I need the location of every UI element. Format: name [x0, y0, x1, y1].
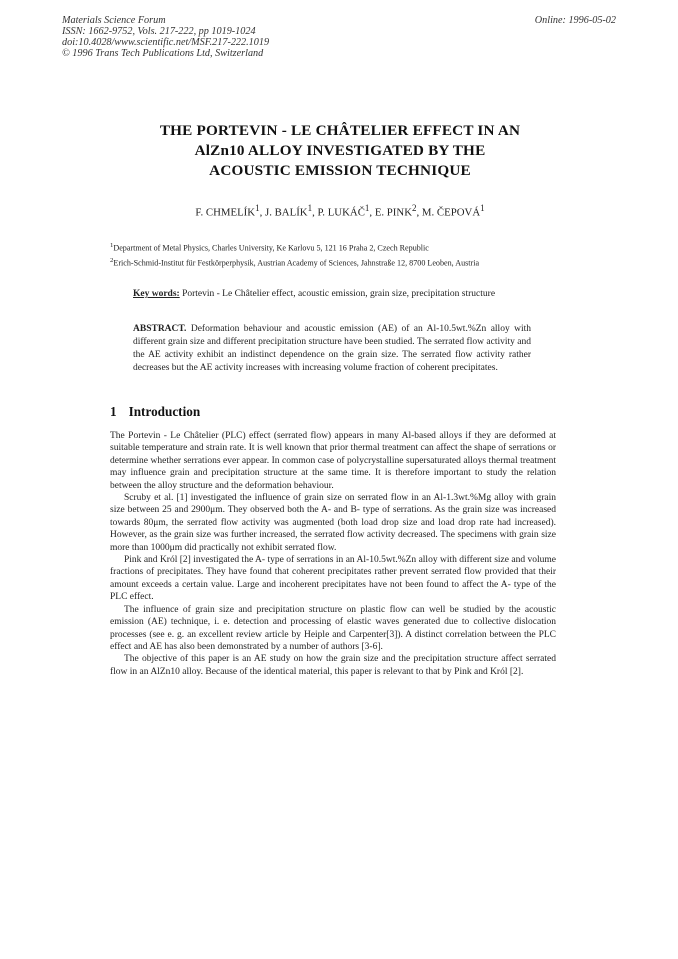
issn-line: ISSN: 1662-9752, Vols. 217-222, pp 1019-1024 [62, 26, 256, 37]
author-4-mark: 2 [412, 203, 417, 213]
paragraph: Scruby et al. [1] investigated the influence of grain size on serrated flow in an Al-1.3wt.%Mg alloy with grain size between 25 and 2900μm. They observed both the A- and B- type of serrations. As the grain size was increased towards 80μm, the serrated flow activity was augmented (both load drop size and load drop rate had increased). However, as the grain size was further increased, the serrated flow activity decreased. The specimens with grain size more than 1000μm did practically not exhibit serrated flow. [110, 493, 556, 553]
paragraph: The Portevin - Le Châtelier (PLC) effect (serrated flow) appears in many Al-based alloys if they are deformed at suitable temperature and strain rate. It is well known that prior thermal treatment can affect the shape of serrations or determine whether serrations ever appear. In common case of polycrystalline supersaturated alloys thermal treatment may influence grain and precipitation structure at the same time. It is therefore important to study the relation between the alloy structure and the deformation behaviour. [110, 431, 556, 491]
affiliations [110, 240, 560, 269]
author-list: F. CHMELÍK$^1$, J. BALÍK$^1$, P. LUKÁČ$^1$, E. PINK$^2$, M. ČEPOVÁ$^1$ [195, 203, 485, 219]
section-number: 1 [110, 404, 117, 419]
affiliation-1-text: Department of Metal Physics, Charles University, Ke Karlovu 5, 121 16 Praha 2, Czech Republic [113, 243, 429, 253]
author-5-mark: 1 [480, 203, 485, 213]
paragraph: The objective of this paper is an AE study on how the grain size and the precipitation structure affect serrated flow in an AlZn10 alloy. Because of the identical material, this paper is relevant to that by Pink and Król [2]. [110, 654, 556, 677]
affiliation-1-mark: 1 [110, 242, 114, 249]
title-line-2: AlZn10 ALLOY INVESTIGATED BY THE [194, 142, 486, 159]
affiliation-2-text: Erich-Schmid-Institut für Festkörperphysik, Austrian Academy of Sciences, Jahnstraße 12, 8700 Leoben, Austria [113, 258, 480, 268]
author-3: P. LUKÁČ [317, 206, 365, 219]
abstract-block [133, 323, 531, 375]
title-line-1: THE PORTEVIN - LE CHÂTELIER EFFECT IN AN [159, 122, 521, 139]
abstract-label: ABSTRACT. [133, 324, 187, 334]
keywords-block [133, 288, 531, 301]
author-3-mark: 1 [364, 203, 370, 213]
section-heading-introduction [110, 403, 200, 420]
introduction-body [110, 430, 556, 678]
keywords-label: Key words: [133, 289, 180, 299]
abstract-text: Deformation behaviour and acoustic emission (AE) of an Al-10.5wt.%Zn alloy with different grain size and different precipitation structure have been studied. The serrated flow activity and the AE activity exhibit an indistinct dependence on the grain size. The serrated flow activity rather decreases but the AE activity increases with increasing volume fraction of coherent precipitates. [133, 324, 531, 373]
author-2: J. BALÍK [265, 206, 308, 219]
journal-name: Materials Science Forum [62, 15, 166, 26]
journal-header [62, 15, 269, 59]
author-2-mark: 1 [307, 203, 313, 213]
online-date: Online: 1996-05-02 [534, 15, 616, 26]
doi-line: doi:10.4028/www.scientific.net/MSF.217-222.1019 [62, 37, 270, 48]
section-title: Introduction [128, 404, 201, 419]
author-1-mark: 1 [255, 203, 260, 213]
author-1: F. CHMELÍK [195, 206, 256, 219]
title-line-3: ACOUSTIC EMISSION TECHNIQUE [209, 162, 471, 179]
affiliation-2-mark: 2 [110, 256, 114, 264]
copyright-line: © 1996 Trans Tech Publications Ltd, Switzerland [62, 48, 264, 59]
paragraph: The influence of grain size and precipitation structure on plastic flow can well be studied by the acoustic emission (AE) technique, i. e. detection and processing of elastic waves generated due to collective dislocation processes (see e. g. an excellent review article by Heiple and Carpenter[3]). A distinct correlation between the PLC effect and AE has also been demonstrated by a number of authors [3-6]. [110, 604, 556, 652]
affiliation-2 [110, 255, 560, 270]
paper-title [90, 121, 590, 181]
author-5: M. ČEPOVÁ [421, 206, 481, 219]
keywords-text: Portevin - Le Châtelier effect, acoustic emission, grain size, precipitation structure [182, 289, 496, 299]
author-4: E. PINK [374, 206, 413, 219]
paragraph: Pink and Król [2] investigated the A- type of serrations in an Al-10.5wt.%Zn alloy with different size and volume fractions of precipitates. They have found that coherent precipitates rather prevent serrated flow provided that their amount exceeds a certain value. Large and incoherent precipitates have not been found to affect the A- type of the PLC effect. [110, 555, 556, 603]
affiliation-1 [110, 240, 560, 255]
